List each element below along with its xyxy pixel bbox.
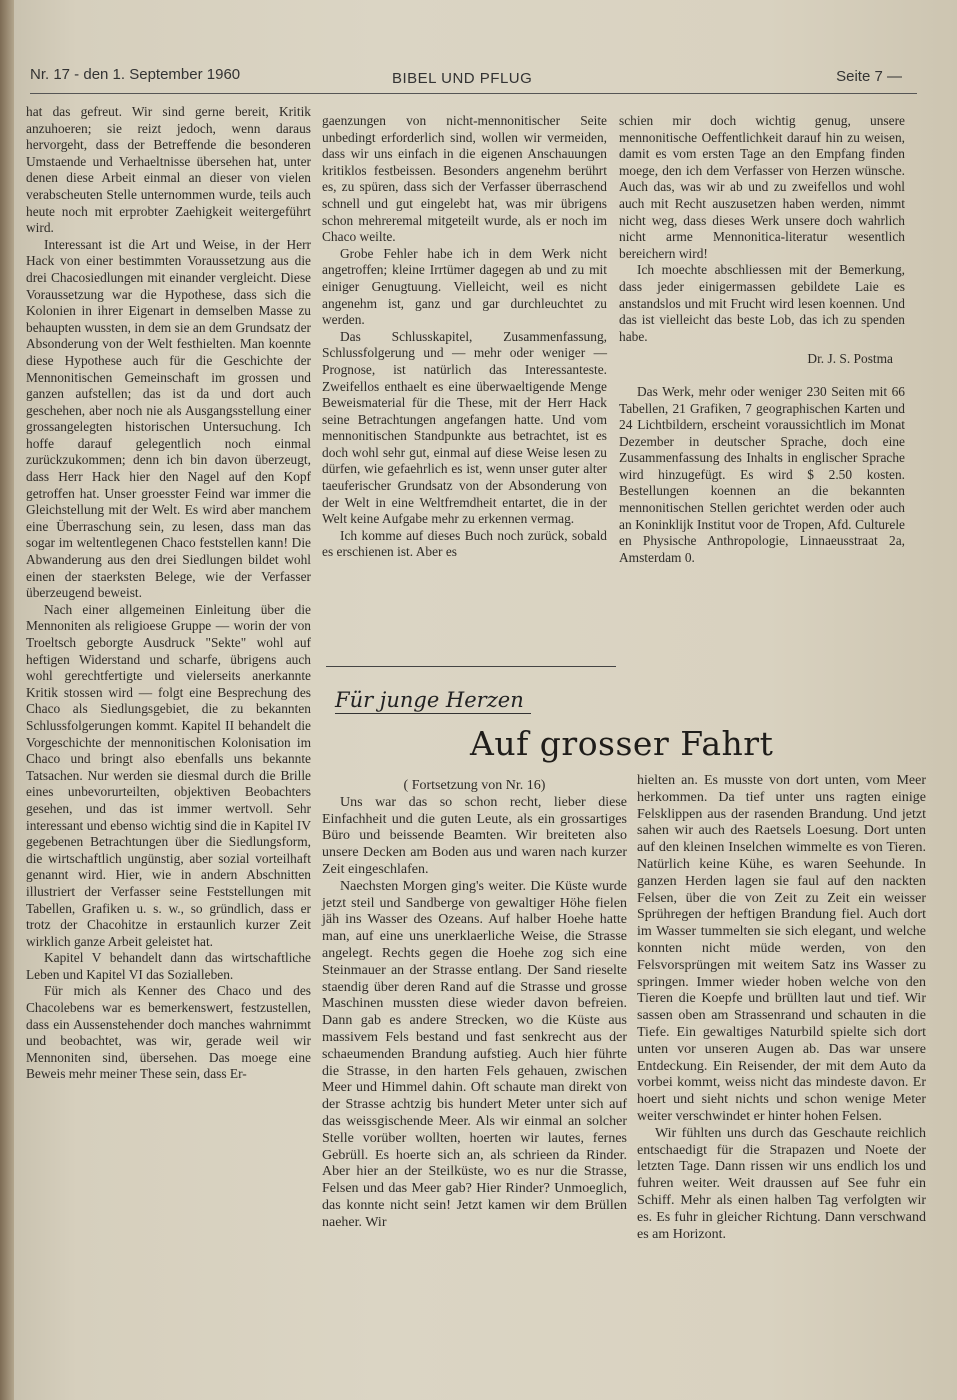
header-rule — [30, 93, 917, 94]
story-column-1 — [322, 778, 627, 1232]
paragraph: Interessant ist die Art und Weise, in der Herr Hack von einer bestimmten Voraussetzung aus die drei Chacosiedlungen mit einander vergleicht. Diese Voraussetzung war die Hypothese, dass sich die Kolonien in ihrer Eigenart in demselben Masse zu behaupten wussten, in dem sie an dem Grundsatz der Absonderung von der Welt festhielten. Man koennte diese Hypothese auch für die Geschichte der Mennonitischen Gemeinschaft im grossen und ganzen aufstellen; das ist da und dort auch geschehen, aber noch nie als Ausgangsstellung einer grossangelegten historischen Untersuchung. Ich hoffe darauf gelegentlich noch einmal zurückzukommen; denn ich bin davon überzeugt, dass Herr Hack hier den Nagel auf den Kopf getroffen hat. Unser groesster Feind war immer die Gleichstellung mit der Welt. Es wird aber manchem eine Überraschung sein, zu lesen, dass man das sogar im weltentlegenen Chaco feststellen kann! Die Abwanderung aus den drei Siedlungen bildet wohl einen der staerksten Belege, wie der Verfasser überzeugend beweist. — [26, 236, 311, 601]
section-kicker: Für junge Herzen — [335, 688, 524, 712]
section-divider — [326, 666, 616, 667]
kicker-underline — [335, 713, 531, 714]
story-headline: Auf grosser Fahrt — [470, 724, 774, 763]
paragraph: Das Schlusskapitel, Zusammenfassung, Schlussfolgerung und — mehr oder weniger — Prognose, ist natürlich das Interessanteste. Zweifellos enthaelt es eine überwaeltigende Menge Beweismaterial für die These, mit der Herr Hack seine Betrachtungen angefangen hatte. Und vom mennonitischen Standpunkte aus betrachtet, ist es doch wohl sehr gut, einmal auf diese Weise lesen zu dürfen, wie gefaehrlich es ist, wenn unser guter alter taeuferischer Grundsatz von der Absonderung von der Welt in eine Weltfremdheit entartet, die in der Welt keine Aufgabe mehr zu erkennen vermag. — [322, 328, 607, 527]
paragraph: schien mir doch wichtig genug, unsere mennonitische Oeffentlichkeit darauf hin zu weisen, damit es vom ersten Tage an den Empfang finden moege, den ich dem Verfasser von Herzen wünsche. Auch das, was wir ab und zu zweifellos und wohl auch mit Recht auszusetzen haben werden, nimmt nicht weg, dass dieses Werk unsere doch wahrlich nicht arme Mennonitica-literatur wesentlich bereichern wird! — [619, 113, 905, 261]
book-note: Das Werk, mehr oder weniger 230 Seiten mit 66 Tabellen, 21 Grafiken, 7 geographischen Karten und 24 Lichtbildern, erscheint voraussichtlich im Monat Dezember in deutscher Sprache, doch eine Zusammenfassung des Inhalts in englischer Sprache wird hinzugefügt. Es wird $ 2.50 kosten. Bestellungen koennen an die bekannten mennonitischen Stellen gerichtet werden oder auch an Koninklijk Institut voor de Tropen, Afd. Culturele en Physische Anthropologie, Linnaeusstraat 2a, Amsterdam 0. — [619, 383, 905, 565]
continuation-note: ( Fortsetzung von Nr. 16) — [403, 778, 546, 793]
author-signature: Dr. J. S. Postma — [807, 351, 893, 367]
paragraph: Naechsten Morgen ging's weiter. Die Küste wurde jetzt steil und Sandberge von gewaltiger Höhe fielen jäh ins Wasser des Ozeans. Auf halber Hoehe hatte man, auf eine uns unerklaerliche Weise, die Strasse angelegt. Rechts gegen die Hoehe zog sich eine Steinmauer an der Strasse entlang. Der Sand rieselte staendig über deren Rand auf die Strasse und grosse Maschinen mussten diese wieder davon befreien. Dann gab es andere Strecken, wo die Küste aus massivem Fels bestand und fast senkrecht aus der schaeumenden Brandung aufstieg. Auch hier führte die Strasse, in den harten Fels gehauen, zwischen Meer und Himmel dahin. Oft schaute man direkt von der Strasse achtzig bis hundert Meter unter sich auf das weissgischende Meer. Als wir einmal an solcher Stelle vorüber wollten, hoerten wir lautes, fernes Gebrüll. Es hoerte sich an, als schrieen da Rinder. Aber hier an der Steilküste, wo es nur die Strasse, Felsen und das Meer gab? Hier Rinder? Unmoeglich, das konnte nicht sein! Jetzt kamen wir dem Brüllen naeher. Wir — [322, 878, 627, 1230]
review-column-1 — [26, 104, 311, 1083]
story-column-2 — [637, 773, 926, 1243]
paragraph: Kapitel V behandelt dann das wirtschaftliche Leben und Kapitel VI das Sozialleben. — [26, 950, 311, 982]
paragraph: Grobe Fehler habe ich in dem Werk nicht angetroffen; kleine Irrtümer dagegen ab und zu mit einiger Genugtuung. Vielleicht, weil es nicht angenehm ist, ganz und gar durchleuchtet zu werden. — [322, 245, 607, 328]
paragraph: Für mich als Kenner des Chaco und des Chacolebens war es bemerkenswert, festzustellen, dass ein Aussenstehender doch manches wahrnimmt und beobachtet, was wir, gerade weil wir Mennoniten sind, übersehen. Das moege eine Beweis mehr meiner These sein, dass Er- — [26, 983, 311, 1082]
paragraph: Nach einer allgemeinen Einleitung über die Mennoniten als religioese Gruppe — worin der von Troeltsch geborgte Ausdruck "Sekte" wohl auf heftigen Widerstand und scharfe, übrigens auch wohl gerechtfertigte und vielerseits anerkannte Kritik stossen wird — folgt eine Besprechung des Chaco als Siedlungsgebiet, die zu bekannten Schlussfolgerungen kommt. Kapitel II behandelt die Vorgeschichte der mennonitischen Kolonisation im Chaco und bringt also ebenfalls uns bekannte Tatsachen. Nur werden sie diesmal durch die Brille eines unbevorurteilten, objektiven Beobachters gesehen, und das ist immer wertvoll. Sehr interessant und ebenso wichtig sind die in Kapitel IV gegebenen Betrachtungen über die Siedlungsform, die wirtschaftlich ungünstig, aber sozial vorteilhaft genannt wird. Hier, wie in andern Abschnitten illustriert der Verfasser seine Feststellungen mit Tabellen, Grafiken u. s. w., so gründlich, dass er trotz der Chacohitze in erstaunlich kurzer Zeit wirklich ganze Arbeit geleistet hat. — [26, 601, 311, 949]
page-header — [30, 62, 902, 90]
review-column-2 — [322, 113, 607, 561]
paragraph: hielten an. Es musste von dort unten, vom Meer herkommen. Da tief unter uns ragten einige Felsklippen aus der rasenden Brandung. Und jetzt sahen wir auch des Raetsels Loesung. Dort unten auf den kleinen Inselchen wimmelte es von Tieren. Natürlich keine Kühe, es waren Seehunde. In ganzen Herden lagen sie faul auf den nackten Felsen, über die von Zeit zu Zeit ein weisser Sprühregen der heftigen Brandung fiel. Auch dort im Wasser tummelten sie sich elegant, und welche konnten nicht müde werden, von den Felsvorsprüngen mit weitem Satz ins Wasser zu springen. Immer wieder hoben welche von den Tieren die Koepfe und brüllten laut und tief. Wir sassen oben am Strassenrand und schauten in die Tiefe. Ein gewaltiges Naturbild spielte sich dort unten vor unseren Augen ab. Das war unsere Entdeckung. Ein Reisender, der mit dem Auto da vorbei kommt, weiss nicht das mindeste davon. Er hoert und sieht nichts und schon wenige Meter weiter verschwindet er hinter hohen Felsen. — [637, 773, 926, 1124]
issue-date: Nr. 17 - den 1. September 1960 — [30, 66, 241, 83]
paragraph: gaenzungen von nicht-mennonitischer Seite unbedingt erforderlich sind, wollen wir vermeiden, dass wir uns einfach in die eigenen Anschauungen kritiklos festbeissen. Besonders angenehm berührt es, zu spüren, dass sich der Verfasser überraschend schnell und gut eingelebt hat, was mir übrigens schon mehreremal mitgeteilt wurde, als er noch im Chaco weilte. — [322, 113, 607, 245]
paragraph: Uns war das so schon recht, lieber diese Einfachheit und die guten Leute, als ein grossartiges Büro und beissende Beamten. Wir breiteten also unsere Decken am Boden aus und waren nach kurzer Zeit eingeschlafen. — [322, 794, 627, 877]
page-spine-shadow — [0, 0, 14, 1400]
paragraph: Ich komme auf dieses Buch noch zurück, sobald es erschienen ist. Aber es — [322, 527, 607, 560]
paragraph: Wir fühlten uns durch das Geschaute reichlich entschaedigt für die Strapazen und Noete der letzten Tage. Dann rissen wir uns endlich los und fuhren weiter. Weit draussen auf See fuhr ein Schiff. Mehr als einen halben Tag verfolgten wir es. Es fuhr in gleicher Richtung. Dann verschwand es am Horizont. — [637, 1125, 926, 1242]
page-number: Seite 7 — — [836, 68, 902, 85]
paragraph: hat das gefreut. Wir sind gerne bereit, Kritik anzuhoeren; sie reizt jedoch, wenn daraus hervorgeht, dass der Betreffende die besonderen Umstaende und Verhaeltnisse übersehen hat, unter denen diese Arbeit einmal an dieser von vielen verabscheuten Stelle unternommen wurde, teils auch heute noch mit erprobter Zaehigkeit weitergeführt wird. — [26, 104, 311, 236]
review-column-3 — [619, 113, 905, 566]
paragraph: Ich moechte abschliessen mit der Bemerkung, dass jeder einigermassen gebildete Laie es anstandslos und mit Frucht wird lesen koennen. Und das ist vielleicht das beste Lob, das ich zu spenden habe. — [619, 262, 905, 344]
publication-title: BIBEL UND PFLUG — [392, 70, 533, 87]
